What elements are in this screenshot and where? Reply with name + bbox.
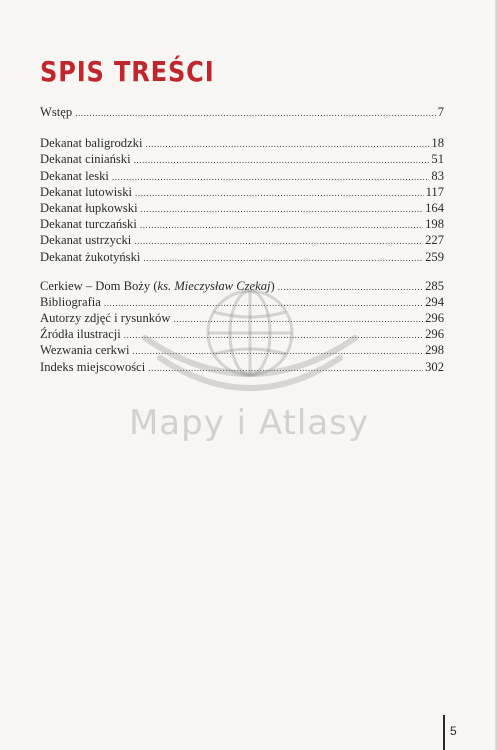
toc-entry-label: Indeks miejscowości bbox=[40, 359, 146, 374]
toc-entry-page: 285 bbox=[425, 278, 444, 293]
toc-leader-dots bbox=[112, 169, 430, 185]
toc-entry-label: Wezwania cerkwi bbox=[40, 343, 130, 358]
toc-entry-label: Dekanat żukotyński bbox=[40, 249, 141, 264]
footer-rule bbox=[443, 715, 445, 750]
toc-entry bbox=[40, 151, 444, 167]
toc-entry-label: Dekanat leski bbox=[40, 168, 109, 183]
toc-entry-label: Dekanat ustrzycki bbox=[40, 233, 132, 248]
toc-leader-dots bbox=[173, 311, 423, 327]
toc-leader-dots bbox=[134, 233, 423, 249]
toc-entry-label: Dekanat łupkowski bbox=[40, 200, 138, 215]
toc-entry bbox=[40, 168, 444, 184]
toc-entry-page: 296 bbox=[425, 327, 444, 342]
toc-entry-label: Autorzy zdjęć i rysunków bbox=[40, 311, 171, 326]
toc-entry-author: ks. Mieczysław Czekaj bbox=[157, 278, 271, 293]
toc-group-intro bbox=[40, 104, 444, 120]
toc-entry-page: 164 bbox=[425, 200, 444, 215]
toc-entry bbox=[40, 294, 444, 310]
toc-entry-page: 18 bbox=[431, 136, 444, 151]
table-of-contents bbox=[40, 104, 444, 388]
toc-entry-label: Wstęp bbox=[40, 105, 73, 119]
toc-entry bbox=[40, 278, 444, 294]
toc-entry bbox=[40, 200, 444, 216]
toc-entry-page: 83 bbox=[431, 168, 444, 183]
toc-entry-page: 117 bbox=[425, 184, 444, 199]
toc-entry-label-end: ) bbox=[270, 278, 275, 293]
toc-entry-page: 302 bbox=[425, 359, 444, 374]
toc-group-deaneries bbox=[40, 135, 444, 265]
toc-entry-label: Dekanat baligrodzki bbox=[40, 136, 143, 151]
toc-entry-page: 259 bbox=[425, 249, 444, 264]
toc-leader-dots bbox=[145, 136, 429, 152]
toc-entry-label: Dekanat turczański bbox=[40, 217, 137, 232]
toc-group-extras bbox=[40, 278, 444, 375]
toc-entry bbox=[40, 342, 444, 358]
toc-entry bbox=[40, 184, 444, 200]
toc-entry-label: Dekanat ciniański bbox=[40, 152, 131, 167]
toc-entry-page: 296 bbox=[425, 311, 444, 326]
toc-entry-page: 298 bbox=[425, 343, 444, 358]
toc-entry bbox=[40, 232, 444, 248]
toc-entry-label: Bibliografia bbox=[40, 294, 101, 309]
toc-leader-dots bbox=[278, 279, 423, 295]
toc-entry bbox=[40, 326, 444, 342]
toc-entry bbox=[40, 310, 444, 326]
toc-entry bbox=[40, 104, 444, 120]
toc-entry bbox=[40, 359, 444, 375]
toc-entry-label-start: Cerkiew – Dom Boży ( bbox=[40, 278, 158, 293]
toc-leader-dots bbox=[133, 343, 424, 359]
toc-leader-dots bbox=[75, 105, 436, 121]
toc-entry-label: Dekanat lutowiski bbox=[40, 184, 132, 199]
toc-entry bbox=[40, 249, 444, 265]
toc-leader-dots bbox=[104, 295, 423, 311]
toc-entry bbox=[40, 135, 444, 151]
toc-entry-label: Źródła ilustracji bbox=[40, 327, 121, 342]
toc-entry-page: 51 bbox=[431, 152, 444, 167]
toc-entry bbox=[40, 216, 444, 232]
toc-leader-dots bbox=[148, 360, 423, 376]
toc-entry-page: 198 bbox=[425, 217, 444, 232]
toc-leader-dots bbox=[124, 327, 423, 343]
toc-leader-dots bbox=[134, 152, 430, 168]
toc-entry-label bbox=[40, 278, 275, 294]
toc-leader-dots bbox=[140, 217, 423, 233]
toc-leader-dots bbox=[141, 201, 424, 217]
toc-leader-dots bbox=[135, 185, 424, 201]
page-number: 5 bbox=[450, 724, 457, 738]
toc-leader-dots bbox=[143, 250, 423, 266]
toc-entry-page: 227 bbox=[425, 233, 444, 248]
toc-entry-page: 294 bbox=[425, 294, 444, 309]
toc-entry-page: 7 bbox=[437, 105, 444, 119]
watermark-text: Mapy i Atlasy bbox=[128, 403, 370, 443]
page-title: SPIS TREŚCI bbox=[40, 55, 215, 88]
